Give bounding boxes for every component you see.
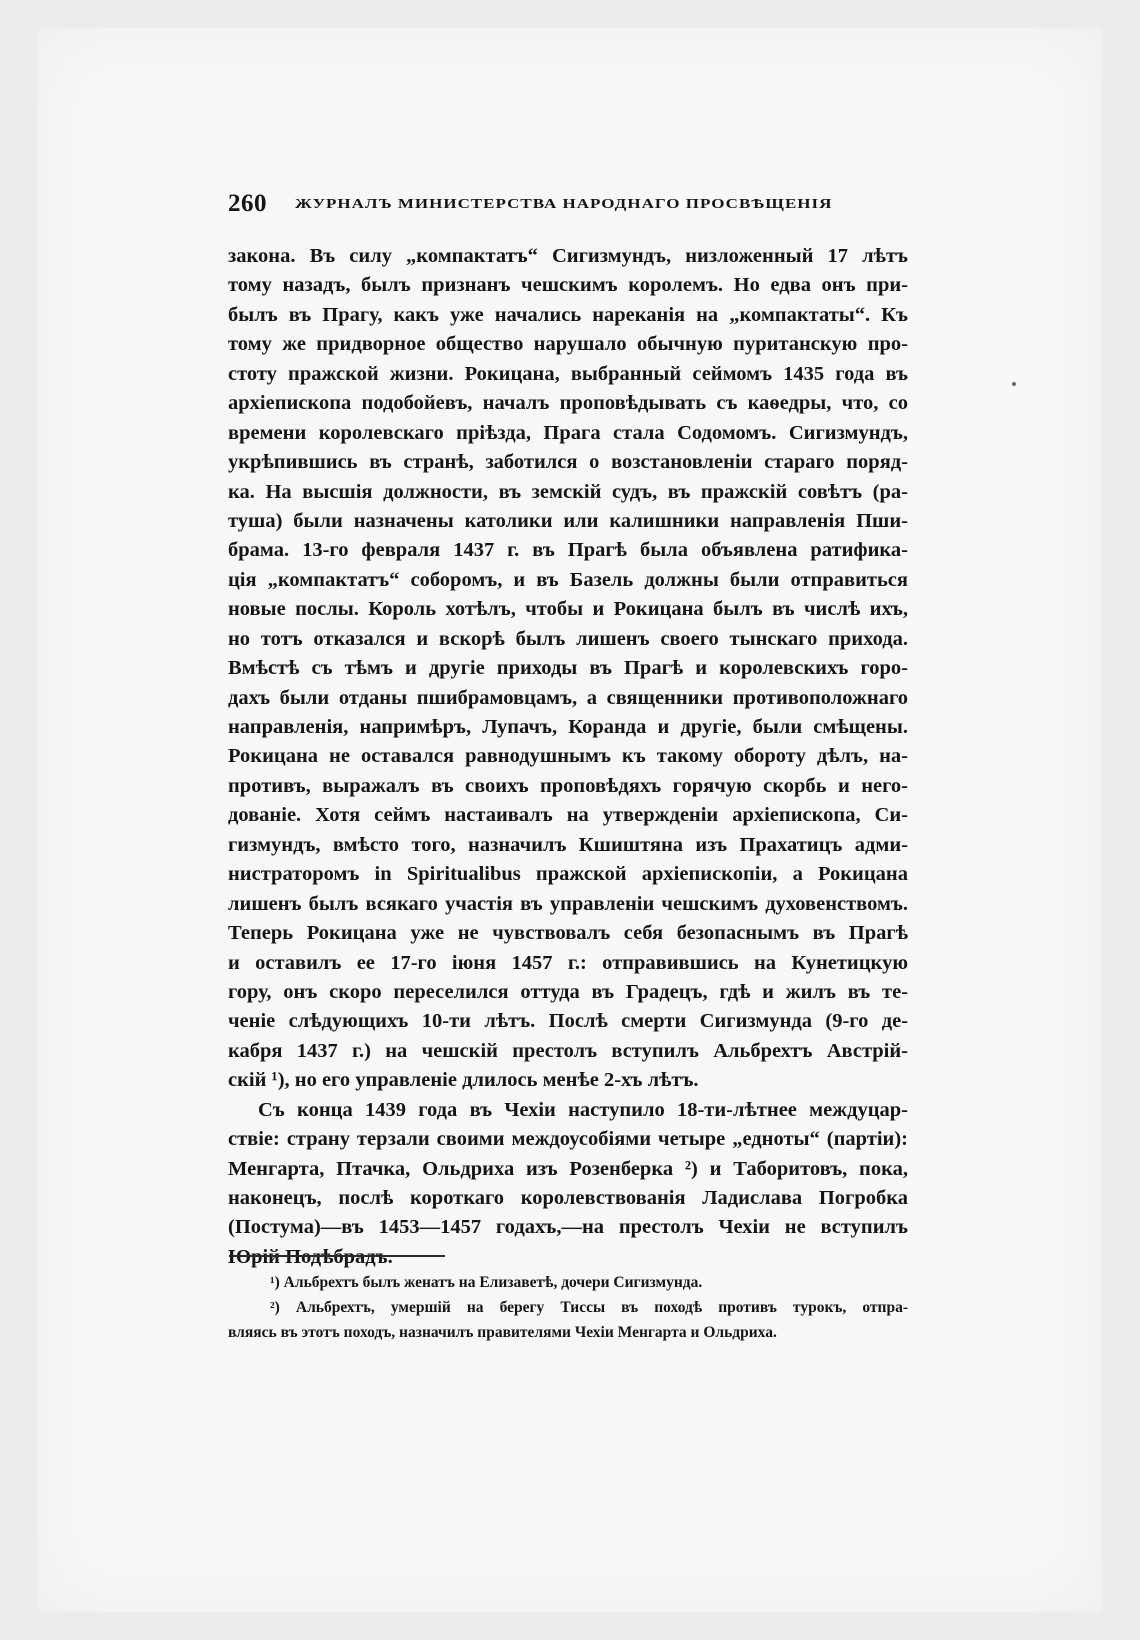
text-line: Вмѣстѣ съ тѣмъ и другіе приходы въ Прагѣ и королевскихъ горо-	[228, 657, 908, 680]
text-line: нистраторомъ in Spiritualibus пражской архіепископіи, а Рокицана	[228, 863, 908, 886]
text-line: Съ конца 1439 года въ Чехіи наступило 18-ти-лѣтнее междуцар-	[258, 1098, 908, 1121]
page-number: 260	[228, 190, 267, 217]
text-line: стоту пражской жизни. Рокицана, выбранный сеймомъ 1435 года въ	[228, 362, 908, 385]
text-line: гизмундъ, вмѣсто того, назначилъ Кшиштяна изъ Прахатицъ адми-	[228, 833, 908, 856]
text-line: (Постума)—въ 1453—1457 годахъ,—на престолъ Чехіи не вступилъ	[228, 1216, 908, 1239]
text-line: новые послы. Король хотѣлъ, чтобы и Рокицана былъ въ числѣ ихъ,	[228, 598, 908, 621]
text-line	[228, 1243, 908, 1272]
paper-speck	[1012, 382, 1016, 386]
text-line: и оставилъ ее 17-го іюня 1457 г.: отправившись на Кунетицкую	[228, 951, 908, 974]
main-text	[228, 242, 908, 1272]
text-line: лишенъ былъ всякаго участія въ управленіи чешскимъ духовенствомъ.	[228, 892, 908, 915]
footnote-2: ²) Альбрехтъ, умершій на берегу Тисcы въ походѣ противъ турокъ, отпра-	[270, 1299, 908, 1316]
text-line: ствіе: страну терзали своими междоусобіями четыре „едноты“ (партіи):	[228, 1128, 908, 1151]
footnote-2-continued: вляясь въ этотъ походъ, назначилъ правителями Чехіи Менгарта и Ольдриха.	[228, 1324, 777, 1341]
journal-title: ЖУРНАЛЪ МИНИСТЕРСТВА НАРОДНАГО ПРОСВѢЩЕНІЯ	[295, 196, 833, 212]
text-line: туша) были назначены католики или калишники направленія Пши-	[228, 509, 908, 532]
text-line: Рокицана не оставался равнодушнымъ къ такому обороту дѣлъ, на-	[228, 745, 908, 768]
text-line: но тотъ отказался и вскорѣ былъ лишенъ своего тынскаго прихода.	[228, 627, 908, 650]
text-line: брама. 13-го февраля 1437 г. въ Прагѣ была объявлена ратифика-	[228, 539, 908, 562]
text-line: Менгарта, Птачка, Ольдриха изъ Розенберка ²) и Таборитовъ, пока,	[228, 1157, 908, 1180]
text-line: противъ, выражалъ въ своихъ проповѣдяхъ горячую скорбь и него-	[228, 774, 908, 797]
text-line: ка. На высшія должности, въ земскій судъ, въ пражскій совѣтъ (ра-	[228, 480, 908, 503]
text-line: тому же придворное общество нарушало обычную пуританскую про-	[228, 333, 908, 356]
footnotes	[228, 1270, 908, 1345]
text-line: былъ въ Прагу, какъ уже начались нареканія на „компактаты“. Къ	[228, 303, 908, 326]
running-head	[228, 189, 908, 219]
text-line: укрѣпившись въ странѣ, заботился о возстановленіи стараго поряд-	[228, 451, 908, 474]
text-line: ція „компактатъ“ соборомъ, и въ Базель должны были отправиться	[228, 568, 908, 591]
text-line: ченіе слѣдующихъ 10-ти лѣтъ. Послѣ смерти Сигизмунда (9-го де-	[228, 1010, 908, 1033]
text-line: дахъ были отданы пшибрамовцамъ, а священники противоположнаго	[228, 686, 908, 709]
text-line: дованіе. Хотя сеймъ настаивалъ на утвержденіи архіепископа, Си-	[228, 804, 908, 827]
text-line: кабря 1437 г.) на чешскій престолъ вступилъ Альбрехтъ Австрій-	[228, 1039, 908, 1062]
text-line: гору, онъ скоро переселился оттуда въ Градецъ, гдѣ и жилъ въ те-	[228, 980, 908, 1003]
text-line: тому назадъ, былъ признанъ чешскимъ королемъ. Но едва онъ при-	[228, 274, 908, 297]
text-line: скій ¹), но его управленіе длилось менѣе 2-хъ лѣтъ.	[228, 1069, 699, 1092]
text-line: архіепископа подобойевъ, началъ проповѣдывать съ каѳедры, что, со	[228, 392, 908, 415]
text-line: закона. Въ силу „компактатъ“ Сигизмундъ, низложенный 17 лѣтъ	[228, 245, 908, 267]
text-line: наконецъ, послѣ короткаго королевствованія Ладислава Погробка	[228, 1187, 908, 1209]
text-line: Теперь Рокицана уже не чувствовалъ себя безопаснымъ въ Прагѣ	[228, 922, 908, 945]
text-line: направленія, напримѣръ, Лупачъ, Коранда и другіе, были смѣщены.	[228, 716, 908, 738]
footnote-separator	[229, 1255, 445, 1257]
footnote-1: ¹) Альбрехтъ былъ женатъ на Елизаветѣ, дочери Сигизмунда.	[270, 1274, 703, 1291]
text-line: времени королевскаго пріѣзда, Прага стала Содомомъ. Сигизмундъ,	[228, 421, 908, 444]
